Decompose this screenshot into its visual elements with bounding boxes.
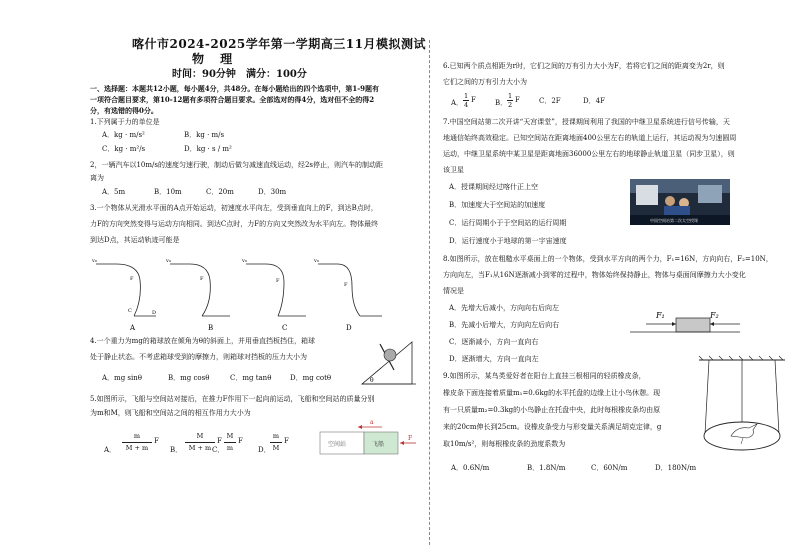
q3-figure-d [313,258,382,332]
q2-option-b: B．10m [154,188,182,196]
svg-text:F: F [344,282,348,288]
q6-option-d: D．4F [583,97,605,105]
q6-stem-1: 6.已知两个质点相距为r时，它们之间的万有引力大小为F，若将它们之间的距离变为2r，则 [443,62,725,70]
q6-stem-2: 它们之间的万有引力大小为 [443,78,527,86]
q7-option-d: D．运行速度小于地球的第一宇宙速度 [449,237,567,245]
q4-option-d: D．mg cotθ [290,374,332,382]
subject-title: 物 理 [192,52,239,66]
q3-label-d: D [346,324,352,332]
q5-option-c-bar [224,442,236,443]
q5-option-a-F: F [154,437,159,445]
q3-label-c: C [282,324,288,332]
q1-option-c: C．kg · m²/s [102,145,146,153]
q9-option-b: B．1.8N/m [527,464,566,472]
q5-option-d-num: m [272,432,280,440]
svg-text:C: C [128,308,132,314]
q5-option-d-bar [270,442,282,443]
q5-option-d: D． [258,446,271,454]
q1-option-a: A．kg · m/s² [102,131,145,139]
q8-stem-2: 方向向左，当F₁从16N逐渐减小到零的过程中，物体始终保持静止，物体与桌面间摩擦力大小变化 [443,271,746,279]
exam-time: 时间：90分钟 [172,69,236,80]
q5-option-c-den: m [226,444,234,452]
q5-option-c: C． [212,446,225,454]
q4-option-c: C．mg tanθ [230,374,272,382]
q8-option-c: C．逐渐减小，方向一直向右 [449,338,539,346]
q9-stem-3: 有一只质量m₂=0.3kg的小鸟静止在托盘中央，此时每根橡皮条均由原 [443,406,661,414]
svg-text:F: F [408,435,413,442]
q8-option-b: B．先减小后增大，方向向左后向右 [449,321,560,329]
q3-label-a: A [130,324,136,332]
q2-stem-2: 离为 [90,174,104,182]
q9-option-a: A．0.6N/m [451,464,490,472]
q5-stem-2: 为m和M，则飞船和空间站之间的相互作用力大小为 [90,409,251,417]
q4-stem-1: 4.一个重力为mg的箱球放在倾角为θ的斜面上，并用垂直挡板挡住，箱球 [90,337,316,345]
q6-option-a: A． [451,99,464,107]
exam-title: 喀什市2024-2025学年第一学期高三11月模拟测试 [132,37,426,51]
q5-option-b-bar [185,442,215,443]
q6-option-c: C．2F [539,97,561,105]
q5-option-b-num: M [196,432,204,440]
svg-text:F: F [276,278,280,284]
q5-option-c-F: F [238,437,243,445]
q5-docking-figure [318,416,418,458]
q8-option-a: A．先增大后减小，方向向右后向左 [449,304,560,312]
q7-space-station-photo [630,179,730,225]
column-divider [429,40,430,545]
q3-stem-3: 到达D点，其运动轨迹可能是 [90,236,180,244]
q5-option-a: A． [104,446,117,454]
svg-text:θ: θ [370,377,374,384]
q5-option-b: B． [170,446,183,454]
q7-stem-4: 该卫星 [443,166,464,174]
section1-instructions-1: 一、选择题：本题共12小题，每小题4分，共48分。在每小题给出的四个选项中，第1-9题有 [90,84,379,93]
q5-option-a-bar [122,442,152,443]
svg-text:空间站: 空间站 [328,441,347,448]
q3-figure-b [165,258,230,332]
q9-option-d: D．180N/m [655,464,697,472]
q6-option-b: B． [495,99,508,107]
svg-text:v₀: v₀ [166,258,171,264]
q6-option-b-F: F [515,96,520,104]
q9-stem-4: 来的20cm伸长到25cm。设橡皮条受力与形变量关系满足胡克定律，g [443,423,662,431]
q1-stem: 1.下列属于力的单位是 [90,118,160,126]
q7-stem-1: 7.中国空间站第二次开讲“天宫课堂”，授课期间利用了我国的中继卫星系统进行信号传输，天 [443,118,730,126]
section1-instructions-2: 一项符合题目要求，第10-12题有多项符合题目要求。全部选对的得4分，选对但不全的得2 [90,95,375,104]
q6-option-a-num: 1 [464,92,469,100]
exam-score: 满分：100分 [246,69,307,80]
q7-option-c: C．运行周期小于于空间站的运行周期 [449,219,567,227]
q5-option-b-den: M + m [188,444,212,452]
q6-option-a-F: F [471,96,476,104]
q1-option-b: B．kg · m/s [184,131,225,139]
q8-stem-1: 8.如图所示，放在粗糙水平桌面上的一个物体，受到水平方向的两个力，F₁=16N，方向向右，F₂=10N， [443,255,773,263]
q2-stem-1: 2，一辆汽车以10m/s的速度匀速行驶，制动后做匀减速直线运动，经2s停止，则汽车的制动距 [90,161,383,169]
q1-option-d: D．kg · s / m² [184,145,232,153]
q9-stem-2: 橡皮条下面连接着质量m₁=0.6kg的水平托盘的边缘上让小鸟休憩。现 [443,389,661,397]
q2-option-a: A．5m [102,188,126,196]
svg-text:F₁: F₁ [656,311,665,320]
right-column [435,0,794,550]
svg-text:v₀: v₀ [92,258,97,264]
q5-option-a-num: m [133,432,141,440]
svg-text:F: F [130,276,134,282]
q3-figure-c [241,258,306,332]
q5-option-a-den: M + m [125,444,149,452]
q9-stem-1: 9.如图所示，某鸟类爱好者在阳台上直挂三根相同的轻质橡皮条， [443,372,646,380]
q5-option-d-F: F [284,437,289,445]
q3-stem-1: 3.一个物体从光滑水平面的A点开始运动，初速度水平向左，受到垂直向上的F，到达B点时， [90,204,378,212]
svg-text:F: F [200,276,204,282]
q6-option-a-den: 4 [464,101,469,109]
q2-option-d: D．30m [258,188,287,196]
svg-text:F₂: F₂ [710,311,719,320]
q4-option-b: B．mg cosθ [168,374,210,382]
svg-text:飞船: 飞船 [372,441,385,448]
q9-bird-tray-figure [697,356,787,460]
q5-option-d-den: M [272,444,280,452]
q2-option-c: C．20m [206,188,234,196]
svg-text:a: a [370,419,374,426]
q7-stem-3: 运动，中继卫星系统中某卫星是距离地面36000公里左右的地球静止轨道卫星（同步卫星），则 [443,150,735,158]
section1-instructions-3: 分，有选错的得0分。 [90,106,158,115]
svg-text:中国空间站第二次太空授课: 中国空间站第二次太空授课 [650,218,698,223]
q7-option-b: B．加速度大于空间站的加速度 [449,201,546,209]
q5-option-c-num: M [226,432,234,440]
q8-forces-figure [630,306,740,340]
q6-option-b-den: 2 [508,101,513,109]
q7-option-a: A．授课期间经过喀什正上空 [449,183,539,191]
q5-option-b-F: F [217,437,222,445]
q4-option-a: A．mg sinθ [102,374,142,382]
q5-stem-1: 5.如图所示，飞船与空间站对接后，在推力F作用下一起向前运动，飞船和空间站的质量分别 [90,395,375,403]
q9-option-c: C．60N/m [591,464,628,472]
q4-incline-figure [360,336,418,386]
q3-label-b: B [208,324,214,332]
q3-stem-2: 力F的方向突然变得与运动方向相同。到达C点时，力F的方向又突然改为水平向左。物体最终 [90,220,379,228]
q6-option-b-num: 1 [508,92,513,100]
svg-text:D: D [152,310,157,316]
q4-stem-2: 处于静止状态。不考虑箱球受到的摩擦力，则箱球对挡板的压力大小为 [90,353,307,361]
svg-text:v₀: v₀ [314,258,319,264]
q3-trajectory-figures [90,250,390,332]
q3-figure-a [91,258,156,332]
svg-text:v₀: v₀ [242,258,247,264]
q9-stem-5: 取10m/s²，则每根橡皮条的劲度系数为 [443,440,566,448]
q8-stem-3: 情况是 [443,287,464,295]
q7-stem-2: 地通信始终高效稳定。已知空间站在距离地面400公里左右的轨道上运行，其运动视为匀速圆周 [443,134,737,142]
q8-option-d: D．逐渐增大，方向一直向左 [449,355,539,363]
